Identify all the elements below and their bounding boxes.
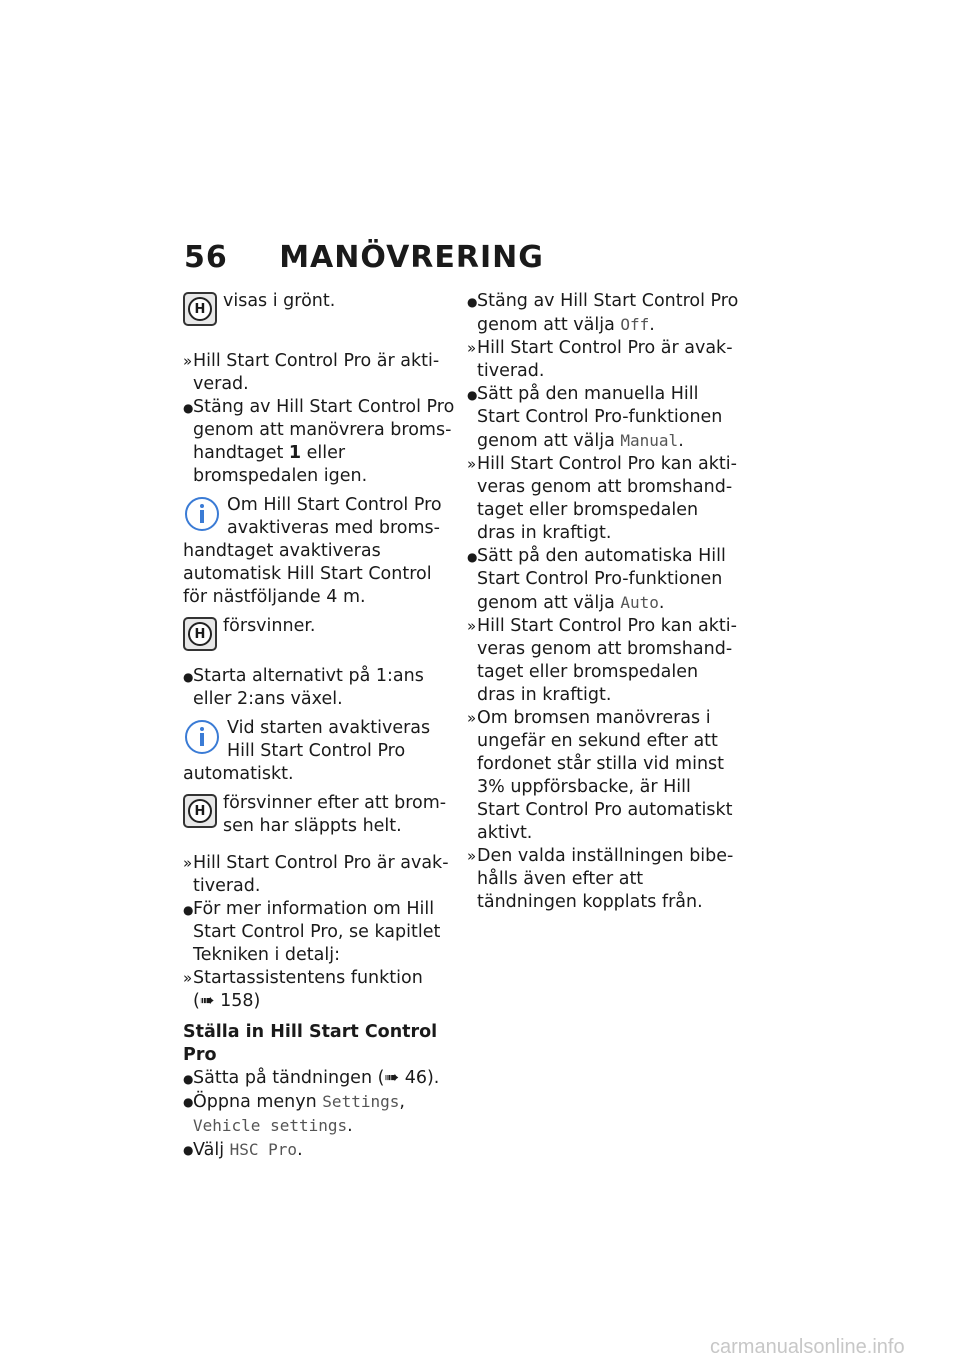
list-item: ● Välj HSC Pro. <box>183 1140 303 1160</box>
info-icon <box>183 496 221 532</box>
list-item: ● För mer information om Hill Start Control Pro, se kapitlet Tekniken i detalj: <box>183 899 441 965</box>
result-item: » Hill Start Control Pro är aktiverad. <box>183 351 440 394</box>
info-icon <box>183 719 221 755</box>
menu-option: HSC Pro <box>229 1140 298 1159</box>
indicator-text: visas i grönt. <box>223 291 336 311</box>
page-ref-arrow-icon: ➠ <box>384 1068 400 1088</box>
hill-start-indicator-icon: H <box>183 617 217 651</box>
hill-start-indicator-icon: H <box>183 794 217 828</box>
menu-option: Auto <box>620 593 659 612</box>
menu-option: Off <box>620 315 650 334</box>
page-ref-link[interactable]: 46). <box>404 1068 440 1088</box>
result-item: » Hill Start Control Pro är avaktiverad. <box>467 338 733 381</box>
result-item: » Den valda inställningen bibehålls även efter att tändningen kopplats från. <box>467 846 734 912</box>
page-title: MANÖVRERING <box>279 240 544 275</box>
page-number: 56 <box>184 240 228 275</box>
result-item: » Hill Start Control Pro kan aktiveras genom att bromshandtaget eller bromspedalen dras in kraftigt. <box>467 454 737 543</box>
list-item: ● Sätt på den automatiska Hill Start Control Pro-funktionen genom att välja Auto. <box>467 546 726 613</box>
info-note: Vid starten avaktiveras Hill Start Control Pro automatiskt. <box>183 718 431 784</box>
hill-start-indicator-icon: H <box>183 292 217 326</box>
list-item: ● Starta alternativt på 1:ans eller 2:ans växel. <box>183 666 424 709</box>
bullet-marker: ● <box>183 401 194 415</box>
result-item: » Hill Start Control Pro kan aktiveras genom att bromshandtaget eller bromspedalen dras in kraftigt. <box>467 616 737 705</box>
hsc-indicator-row: H försvinner. <box>183 615 455 665</box>
list-item: ● Stäng av Hill Start Control Pro genom att välja Off. <box>467 291 739 335</box>
menu-path: Settings <box>322 1092 400 1111</box>
menu-option: Manual <box>620 431 679 450</box>
result-marker: » <box>183 352 193 370</box>
right-column <box>467 290 739 914</box>
result-item: » Startassistentens funktion (➠ 158) <box>183 968 423 1011</box>
result-item: » Om bromsen manövreras i ungefär en sekund efter att fordonet står stilla vid minst 3% uppförsbacke, är Hill Start Control Pro automatiskt aktivt. <box>467 708 733 843</box>
result-item: » Hill Start Control Pro är avaktiverad. <box>183 853 449 896</box>
left-column <box>183 290 455 1162</box>
hsc-indicator-row: H försvinner efter att bromsen har släppts helt. <box>183 792 455 842</box>
list-item: ● Sätt på den manuella Hill Start Control Pro-funktionen genom att välja Manual. <box>467 384 723 451</box>
hsc-indicator-row <box>183 290 455 340</box>
section-heading: Ställa in Hill Start Control Pro <box>183 1022 438 1065</box>
page-ref-arrow-icon: ➠ <box>199 991 215 1011</box>
watermark: carmanualsonline.info <box>710 1336 905 1358</box>
info-note: Om Hill Start Control Pro avaktiveras med bromshandtaget avaktiveras automatisk Hill Start Control för nästföljande 4 m. <box>183 495 442 607</box>
page-ref-link[interactable]: 158) <box>220 991 261 1011</box>
page-header <box>184 240 544 275</box>
list-item: ● Sätta på tändningen (➠ 46). <box>183 1068 440 1088</box>
menu-path: Vehicle settings <box>193 1116 348 1135</box>
list-item: ● Öppna menyn Settings, Vehicle settings. <box>183 1092 405 1136</box>
list-item: ● Stäng av Hill Start Control Pro genom att manövrera bromshandtaget 1 eller bromspedalen igen. <box>183 397 455 486</box>
